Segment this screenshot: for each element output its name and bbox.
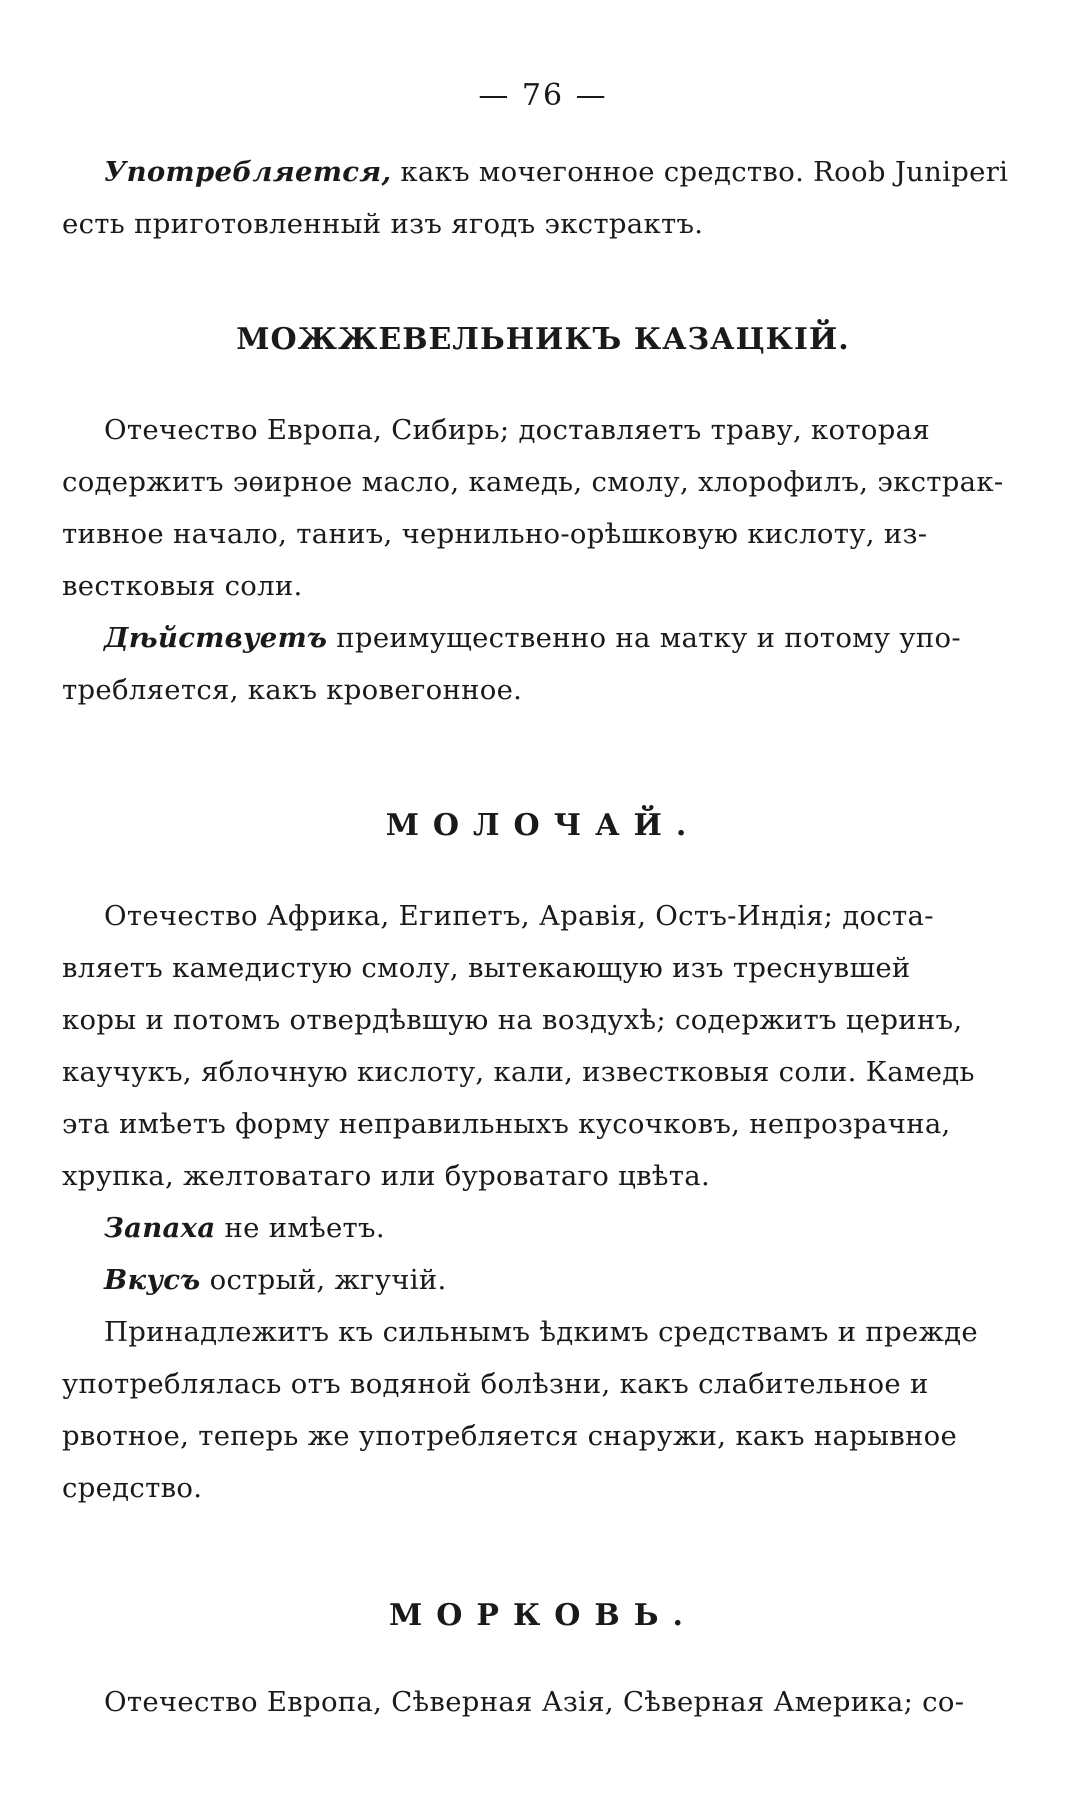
intro-line-1 xyxy=(62,146,1042,198)
text-line: рвотное, теперь же употребляется снаружи, какъ нарывное xyxy=(62,1420,958,1452)
text-line: употреблялась отъ водяной болѣзни, какъ слабительное и xyxy=(62,1368,929,1400)
intro-emphasis: Употребляется, xyxy=(104,156,392,188)
intro-line-1-rest: какъ мочегонное средство. Roob Juniperi xyxy=(391,156,1009,188)
section-title-spurge: МОЛОЧАЙ. xyxy=(385,808,701,843)
text-line: тивное начало, таниъ, чернильно-орѣшковую кислоту, из- xyxy=(62,518,928,550)
taste-emphasis: Вкусъ xyxy=(104,1264,201,1296)
text-line: требляется, какъ кровегонное. xyxy=(62,674,523,706)
text-line: каучукъ, яблочную кислоту, кали, известковыя соли. Камедь xyxy=(62,1056,975,1088)
section2-body xyxy=(62,890,1042,1514)
text-line xyxy=(62,612,1042,664)
text-line: хрупка, желтоватаго или буроватаго цвѣта. xyxy=(62,1160,711,1192)
section2-smell xyxy=(62,1202,1042,1254)
text-line: содержитъ эѳирное масло, камедь, смолу, хлорофилъ, экстрак- xyxy=(62,466,1004,498)
intro-text xyxy=(62,146,1042,250)
section2-paragraph-1 xyxy=(62,890,1042,1202)
text-line: Отечество Европа, Сибирь; доставляетъ траву, которая xyxy=(104,414,930,446)
text-line xyxy=(62,1254,1042,1306)
page-number: — 76 — xyxy=(478,78,608,113)
text-line: Принадлежитъ къ сильнымъ ѣдкимъ средствамъ и прежде xyxy=(104,1316,978,1348)
section-title-juniper: МОЖЖЕВЕЛЬНИКЪ КАЗАЦКІЙ. xyxy=(236,322,850,357)
section1-body xyxy=(62,404,1042,716)
section-title-carrot: МОРКОВЬ. xyxy=(389,1598,697,1633)
section1-paragraph-2 xyxy=(62,612,1042,716)
text-line: Отечество Африка, Египетъ, Аравія, Остъ-Индія; доста- xyxy=(104,900,934,932)
text-line: средство. xyxy=(62,1472,203,1504)
text-line xyxy=(62,1202,1042,1254)
section1-paragraph-1 xyxy=(62,404,1042,612)
smell-rest: не имѣетъ. xyxy=(215,1212,385,1244)
text-line: коры и потомъ отвердѣвшую на воздухѣ; содержитъ церинъ, xyxy=(62,1004,963,1036)
section3-paragraph-1 xyxy=(62,1676,1042,1728)
section2-taste xyxy=(62,1254,1042,1306)
smell-emphasis: Запаха xyxy=(104,1212,216,1244)
text-line: вестковыя соли. xyxy=(62,570,303,602)
text-line: эта имѣетъ форму неправильныхъ кусочковъ, непрозрачна, xyxy=(62,1108,951,1140)
intro-paragraph xyxy=(62,146,1042,250)
text-line: вляетъ камедистую смолу, вытекающую изъ треснувшей xyxy=(62,952,911,984)
action-emphasis: Дѣйствуетъ xyxy=(104,622,328,654)
taste-rest: острый, жгучій. xyxy=(200,1264,447,1296)
action-rest: преимущественно на матку и потому упо- xyxy=(327,622,961,654)
text-line: Отечество Европа, Сѣверная Азія, Сѣверная Америка; со- xyxy=(104,1686,965,1718)
intro-line-2: есть приготовленный изъ ягодъ экстрактъ. xyxy=(62,208,704,240)
section3-body xyxy=(62,1676,1042,1728)
section2-paragraph-4 xyxy=(62,1306,1042,1514)
